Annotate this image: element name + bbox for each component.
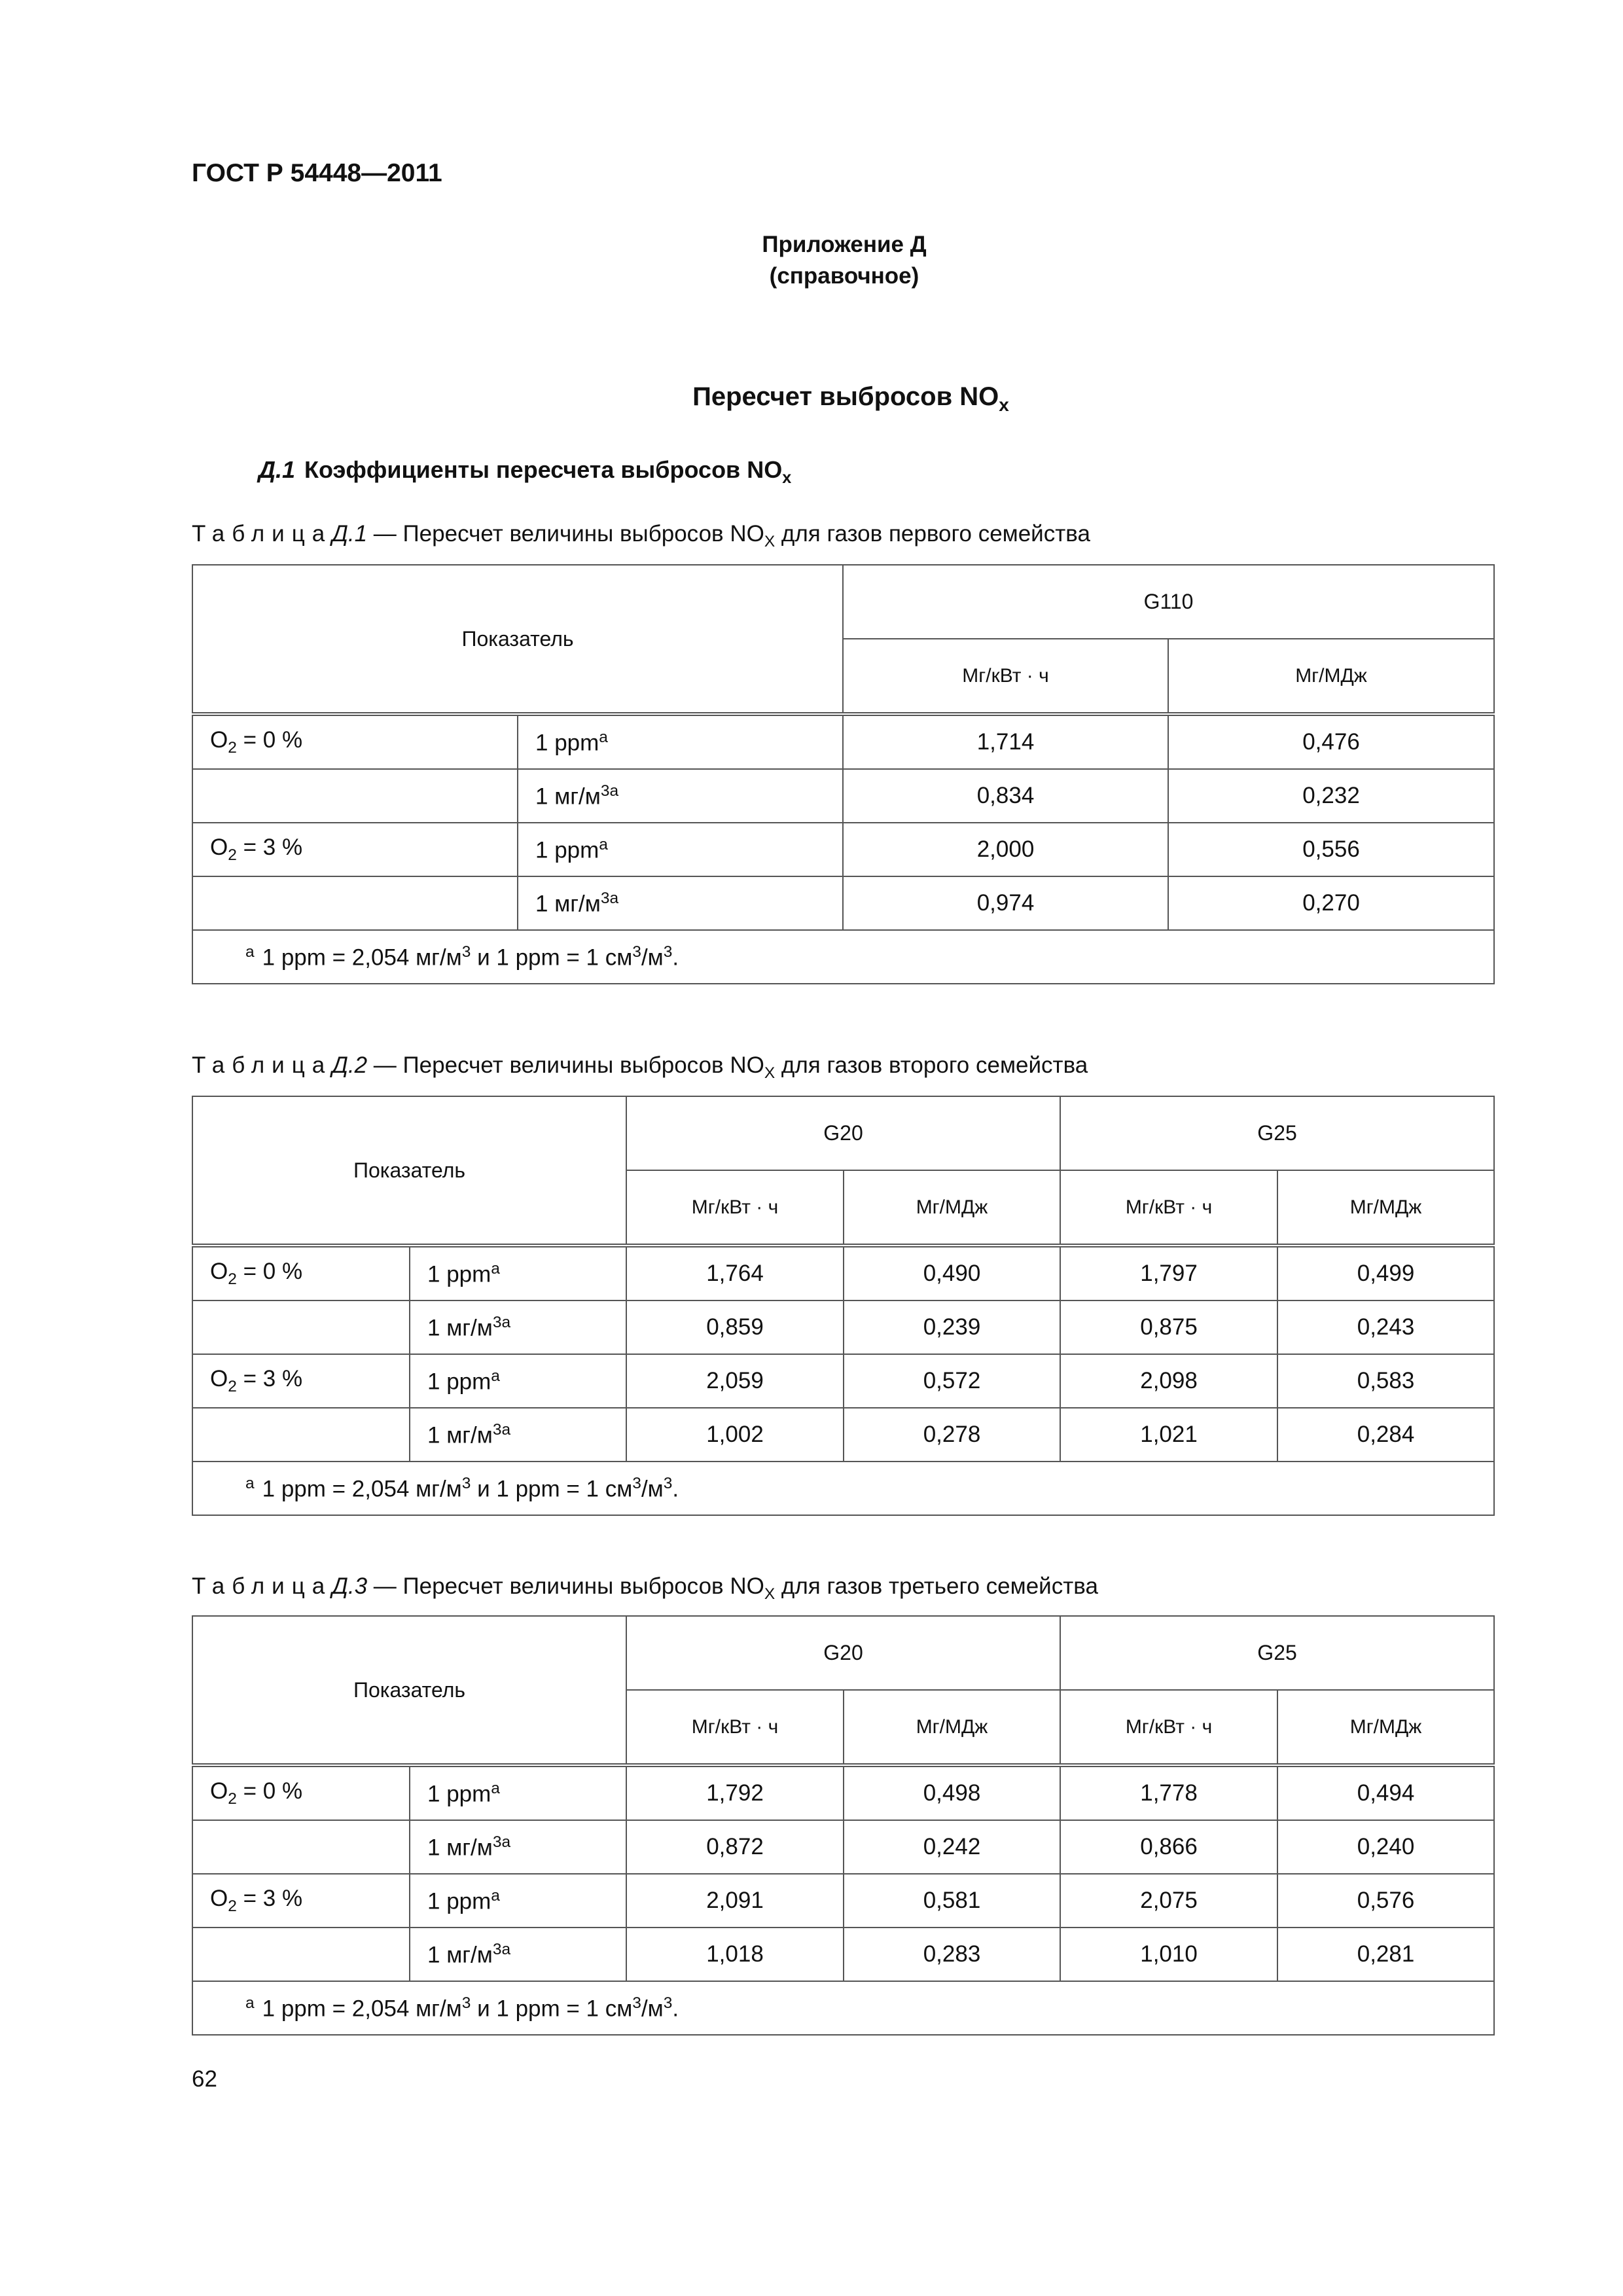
value-cell: 0,270: [1168, 876, 1494, 930]
unit-cell: [410, 1408, 626, 1462]
header-gas-group: G20: [626, 1616, 1060, 1690]
unit-cell: [518, 769, 843, 823]
table-caption: [192, 521, 1090, 551]
footnote-mark: a: [245, 1994, 255, 2012]
cond-rest: = 3 %: [236, 1886, 303, 1911]
unit-text: 1 мг/м: [427, 1942, 493, 1968]
table-row: [192, 1928, 1494, 1981]
unit-cell: [410, 1765, 626, 1820]
header-unit: Мг/МДж: [844, 1690, 1060, 1765]
value-cell: 0,476: [1168, 714, 1494, 769]
unit-cell: [410, 1300, 626, 1354]
footnote-text: /м: [641, 944, 664, 971]
unit-text: 1 ppm: [427, 1781, 491, 1807]
cond-rest: = 0 %: [236, 727, 303, 753]
unit-text: 1 ppm: [427, 1261, 491, 1287]
table-row: [192, 1354, 1494, 1408]
table-row: [192, 1765, 1494, 1820]
footnote-mark: a: [245, 942, 255, 961]
section-number: Д.1: [259, 456, 296, 483]
table-caption: [192, 1052, 1088, 1083]
cond-sub: 2: [228, 846, 237, 864]
unit-text: 1 ppm: [427, 1888, 491, 1914]
caption-sub: X: [764, 1585, 776, 1603]
section-sub: x: [782, 469, 792, 488]
header-unit: Мг/кВт · ч: [843, 639, 1168, 714]
unit-sup: a: [599, 835, 608, 853]
footnote-text: и 1 ppm = 1 см: [471, 1996, 633, 2022]
appendix-type: (справочное): [769, 263, 919, 289]
value-cell: 2,098: [1060, 1354, 1277, 1408]
unit-cell: [410, 1246, 626, 1300]
unit-sup: 3a: [600, 781, 619, 800]
caption-post: для газов первого семейства: [775, 521, 1090, 547]
footnote-sup: 3: [632, 1474, 641, 1492]
table-row: [192, 1408, 1494, 1462]
cond-sub: 2: [228, 1897, 237, 1915]
page-title-sub: x: [999, 395, 1009, 415]
caption-pre: — Пересчет величины выбросов NO: [367, 1052, 764, 1078]
unit-text: 1 ppm: [427, 1369, 491, 1395]
unit-text: 1 мг/м: [427, 1835, 493, 1861]
header-unit: Мг/МДж: [1168, 639, 1494, 714]
value-cell: 0,498: [844, 1765, 1060, 1820]
header-unit: Мг/кВт · ч: [626, 1690, 844, 1765]
footnote-text: 1 ppm = 2,054 мг/м: [262, 944, 462, 971]
header-unit: Мг/кВт · ч: [1060, 1170, 1277, 1246]
cond-text: O: [210, 834, 228, 860]
section-text: Коэффициенты пересчета выбросов NO: [304, 456, 783, 483]
value-cell: 0,576: [1277, 1874, 1494, 1928]
table-row: [192, 1246, 1494, 1300]
header-gas-group: G20: [626, 1096, 1060, 1170]
section-heading: [259, 456, 791, 488]
table-footnote: [192, 1462, 1494, 1515]
value-cell: 1,010: [1060, 1928, 1277, 1981]
table-footnote: [192, 930, 1494, 984]
cond-sub: 2: [228, 1790, 237, 1808]
value-cell: 0,556: [1168, 823, 1494, 876]
condition-cell: [192, 1874, 410, 1928]
value-cell: 0,242: [844, 1820, 1060, 1874]
unit-sup: a: [599, 728, 608, 746]
value-cell: 0,490: [844, 1246, 1060, 1300]
footnote-text: 1 ppm = 2,054 мг/м: [262, 1996, 462, 2022]
value-cell: 2,059: [626, 1354, 844, 1408]
footnote-text: 1 ppm = 2,054 мг/м: [262, 1476, 462, 1502]
value-cell: 0,859: [626, 1300, 844, 1354]
cond-sub: 2: [228, 739, 237, 757]
unit-cell: [518, 876, 843, 930]
unit-cell: [410, 1820, 626, 1874]
footnote-text: и 1 ppm = 1 см: [471, 944, 633, 971]
value-cell: 0,499: [1277, 1246, 1494, 1300]
caption-word: Таблица: [192, 1052, 332, 1078]
value-cell: 1,797: [1060, 1246, 1277, 1300]
caption-pre: — Пересчет величины выбросов NO: [367, 1573, 764, 1599]
table-row: [192, 1874, 1494, 1928]
value-cell: 1,714: [843, 714, 1168, 769]
condition-cell: [192, 1246, 410, 1300]
table-d2: [192, 1096, 1495, 1516]
value-cell: 1,764: [626, 1246, 844, 1300]
unit-cell: [518, 714, 843, 769]
footnote-text: .: [672, 944, 679, 971]
header-unit: Мг/МДж: [844, 1170, 1060, 1246]
condition-cell: [192, 1820, 410, 1874]
page-number: 62: [192, 2066, 217, 2092]
value-cell: 2,000: [843, 823, 1168, 876]
value-cell: 2,091: [626, 1874, 844, 1928]
value-cell: 0,283: [844, 1928, 1060, 1981]
unit-cell: [410, 1928, 626, 1981]
header-unit: Мг/кВт · ч: [626, 1170, 844, 1246]
footnote-text: .: [672, 1476, 679, 1502]
unit-sup: a: [491, 1779, 500, 1797]
value-cell: 0,872: [626, 1820, 844, 1874]
table-row: [192, 769, 1494, 823]
value-cell: 1,792: [626, 1765, 844, 1820]
condition-cell: [192, 823, 518, 876]
footnote-text: /м: [641, 1476, 664, 1502]
unit-text: 1 ppm: [535, 730, 599, 756]
condition-cell: [192, 714, 518, 769]
header-indicator: Показатель: [192, 1096, 626, 1246]
value-cell: 0,572: [844, 1354, 1060, 1408]
cond-sub: 2: [228, 1270, 237, 1288]
table-row: [192, 823, 1494, 876]
table-d1: [192, 564, 1495, 984]
appendix-label: Приложение Д: [762, 232, 927, 257]
caption-word: Таблица: [192, 521, 332, 547]
footnote-text: .: [672, 1996, 679, 2022]
unit-text: 1 мг/м: [535, 783, 601, 810]
cond-sub: 2: [228, 1378, 237, 1395]
table-row: [192, 1300, 1494, 1354]
table-row: [192, 1820, 1494, 1874]
value-cell: 0,278: [844, 1408, 1060, 1462]
value-cell: 0,281: [1277, 1928, 1494, 1981]
caption-post: для газов второго семейства: [775, 1052, 1088, 1078]
header-indicator: Показатель: [192, 1616, 626, 1765]
unit-text: 1 мг/м: [427, 1315, 493, 1341]
unit-cell: [518, 823, 843, 876]
cond-rest: = 3 %: [236, 1366, 303, 1391]
unit-cell: [410, 1354, 626, 1408]
standard-designation: ГОСТ Р 54448—2011: [192, 159, 442, 187]
header-gas-group: G110: [843, 565, 1494, 639]
value-cell: 0,240: [1277, 1820, 1494, 1874]
value-cell: 1,002: [626, 1408, 844, 1462]
footnote-sup: 3: [461, 1474, 471, 1492]
condition-cell: [192, 1765, 410, 1820]
caption-number: Д.2: [332, 1052, 368, 1078]
unit-sup: 3a: [492, 1313, 511, 1331]
value-cell: 0,232: [1168, 769, 1494, 823]
table-row: [192, 714, 1494, 769]
unit-sup: a: [491, 1367, 500, 1385]
header-unit: Мг/МДж: [1277, 1690, 1494, 1765]
cond-text: O: [210, 1778, 228, 1804]
value-cell: 2,075: [1060, 1874, 1277, 1928]
header-gas-group: G25: [1060, 1096, 1494, 1170]
footnote-text: и 1 ppm = 1 см: [471, 1476, 633, 1502]
value-cell: 0,875: [1060, 1300, 1277, 1354]
unit-cell: [410, 1874, 626, 1928]
caption-post: для газов третьего семейства: [775, 1573, 1098, 1599]
unit-text: 1 мг/м: [427, 1422, 493, 1448]
caption-sub: X: [764, 1064, 776, 1082]
page-title-text: Пересчет выбросов NO: [692, 382, 999, 411]
condition-cell: [192, 1300, 410, 1354]
value-cell: 1,778: [1060, 1765, 1277, 1820]
cond-rest: = 0 %: [236, 1259, 303, 1284]
table-d3: [192, 1615, 1495, 2036]
value-cell: 0,243: [1277, 1300, 1494, 1354]
caption-word: Таблица: [192, 1573, 332, 1599]
footnote-sup: 3: [632, 942, 641, 961]
value-cell: 0,239: [844, 1300, 1060, 1354]
footnote-sup: 3: [663, 1474, 673, 1492]
caption-number: Д.1: [332, 521, 368, 547]
header-unit: Мг/МДж: [1277, 1170, 1494, 1246]
cond-text: O: [210, 1259, 228, 1284]
footnote-sup: 3: [632, 1994, 641, 2012]
value-cell: 0,581: [844, 1874, 1060, 1928]
footnote-sup: 3: [663, 942, 673, 961]
unit-sup: a: [491, 1886, 500, 1905]
footnote-sup: 3: [461, 942, 471, 961]
table-row: [192, 876, 1494, 930]
cond-text: O: [210, 1886, 228, 1911]
value-cell: 0,284: [1277, 1408, 1494, 1462]
value-cell: 0,866: [1060, 1820, 1277, 1874]
value-cell: 0,834: [843, 769, 1168, 823]
footnote-sup: 3: [663, 1994, 673, 2012]
footnote-mark: a: [245, 1474, 255, 1492]
caption-number: Д.3: [332, 1573, 368, 1599]
unit-sup: a: [491, 1259, 500, 1278]
caption-sub: X: [764, 533, 776, 550]
unit-sup: 3a: [600, 889, 619, 907]
footnote-sup: 3: [461, 1994, 471, 2012]
condition-cell: [192, 1408, 410, 1462]
header-indicator: Показатель: [192, 565, 843, 714]
unit-sup: 3a: [492, 1940, 511, 1958]
table-caption: [192, 1573, 1098, 1604]
unit-text: 1 ppm: [535, 837, 599, 863]
cond-text: O: [210, 1366, 228, 1391]
value-cell: 1,021: [1060, 1408, 1277, 1462]
unit-sup: 3a: [492, 1420, 511, 1439]
unit-sup: 3a: [492, 1833, 511, 1851]
value-cell: 0,583: [1277, 1354, 1494, 1408]
unit-text: 1 мг/м: [535, 891, 601, 917]
condition-cell: [192, 1354, 410, 1408]
header-unit: Мг/кВт · ч: [1060, 1690, 1277, 1765]
caption-pre: — Пересчет величины выбросов NO: [367, 521, 764, 547]
value-cell: 0,494: [1277, 1765, 1494, 1820]
cond-rest: = 3 %: [236, 834, 303, 860]
table-footnote: [192, 1981, 1494, 2035]
cond-text: O: [210, 727, 228, 753]
condition-cell: [192, 769, 518, 823]
value-cell: 1,018: [626, 1928, 844, 1981]
cond-rest: = 0 %: [236, 1778, 303, 1804]
condition-cell: [192, 876, 518, 930]
footnote-text: /м: [641, 1996, 664, 2022]
header-gas-group: G25: [1060, 1616, 1494, 1690]
page-title: [654, 382, 1047, 416]
value-cell: 0,974: [843, 876, 1168, 930]
condition-cell: [192, 1928, 410, 1981]
